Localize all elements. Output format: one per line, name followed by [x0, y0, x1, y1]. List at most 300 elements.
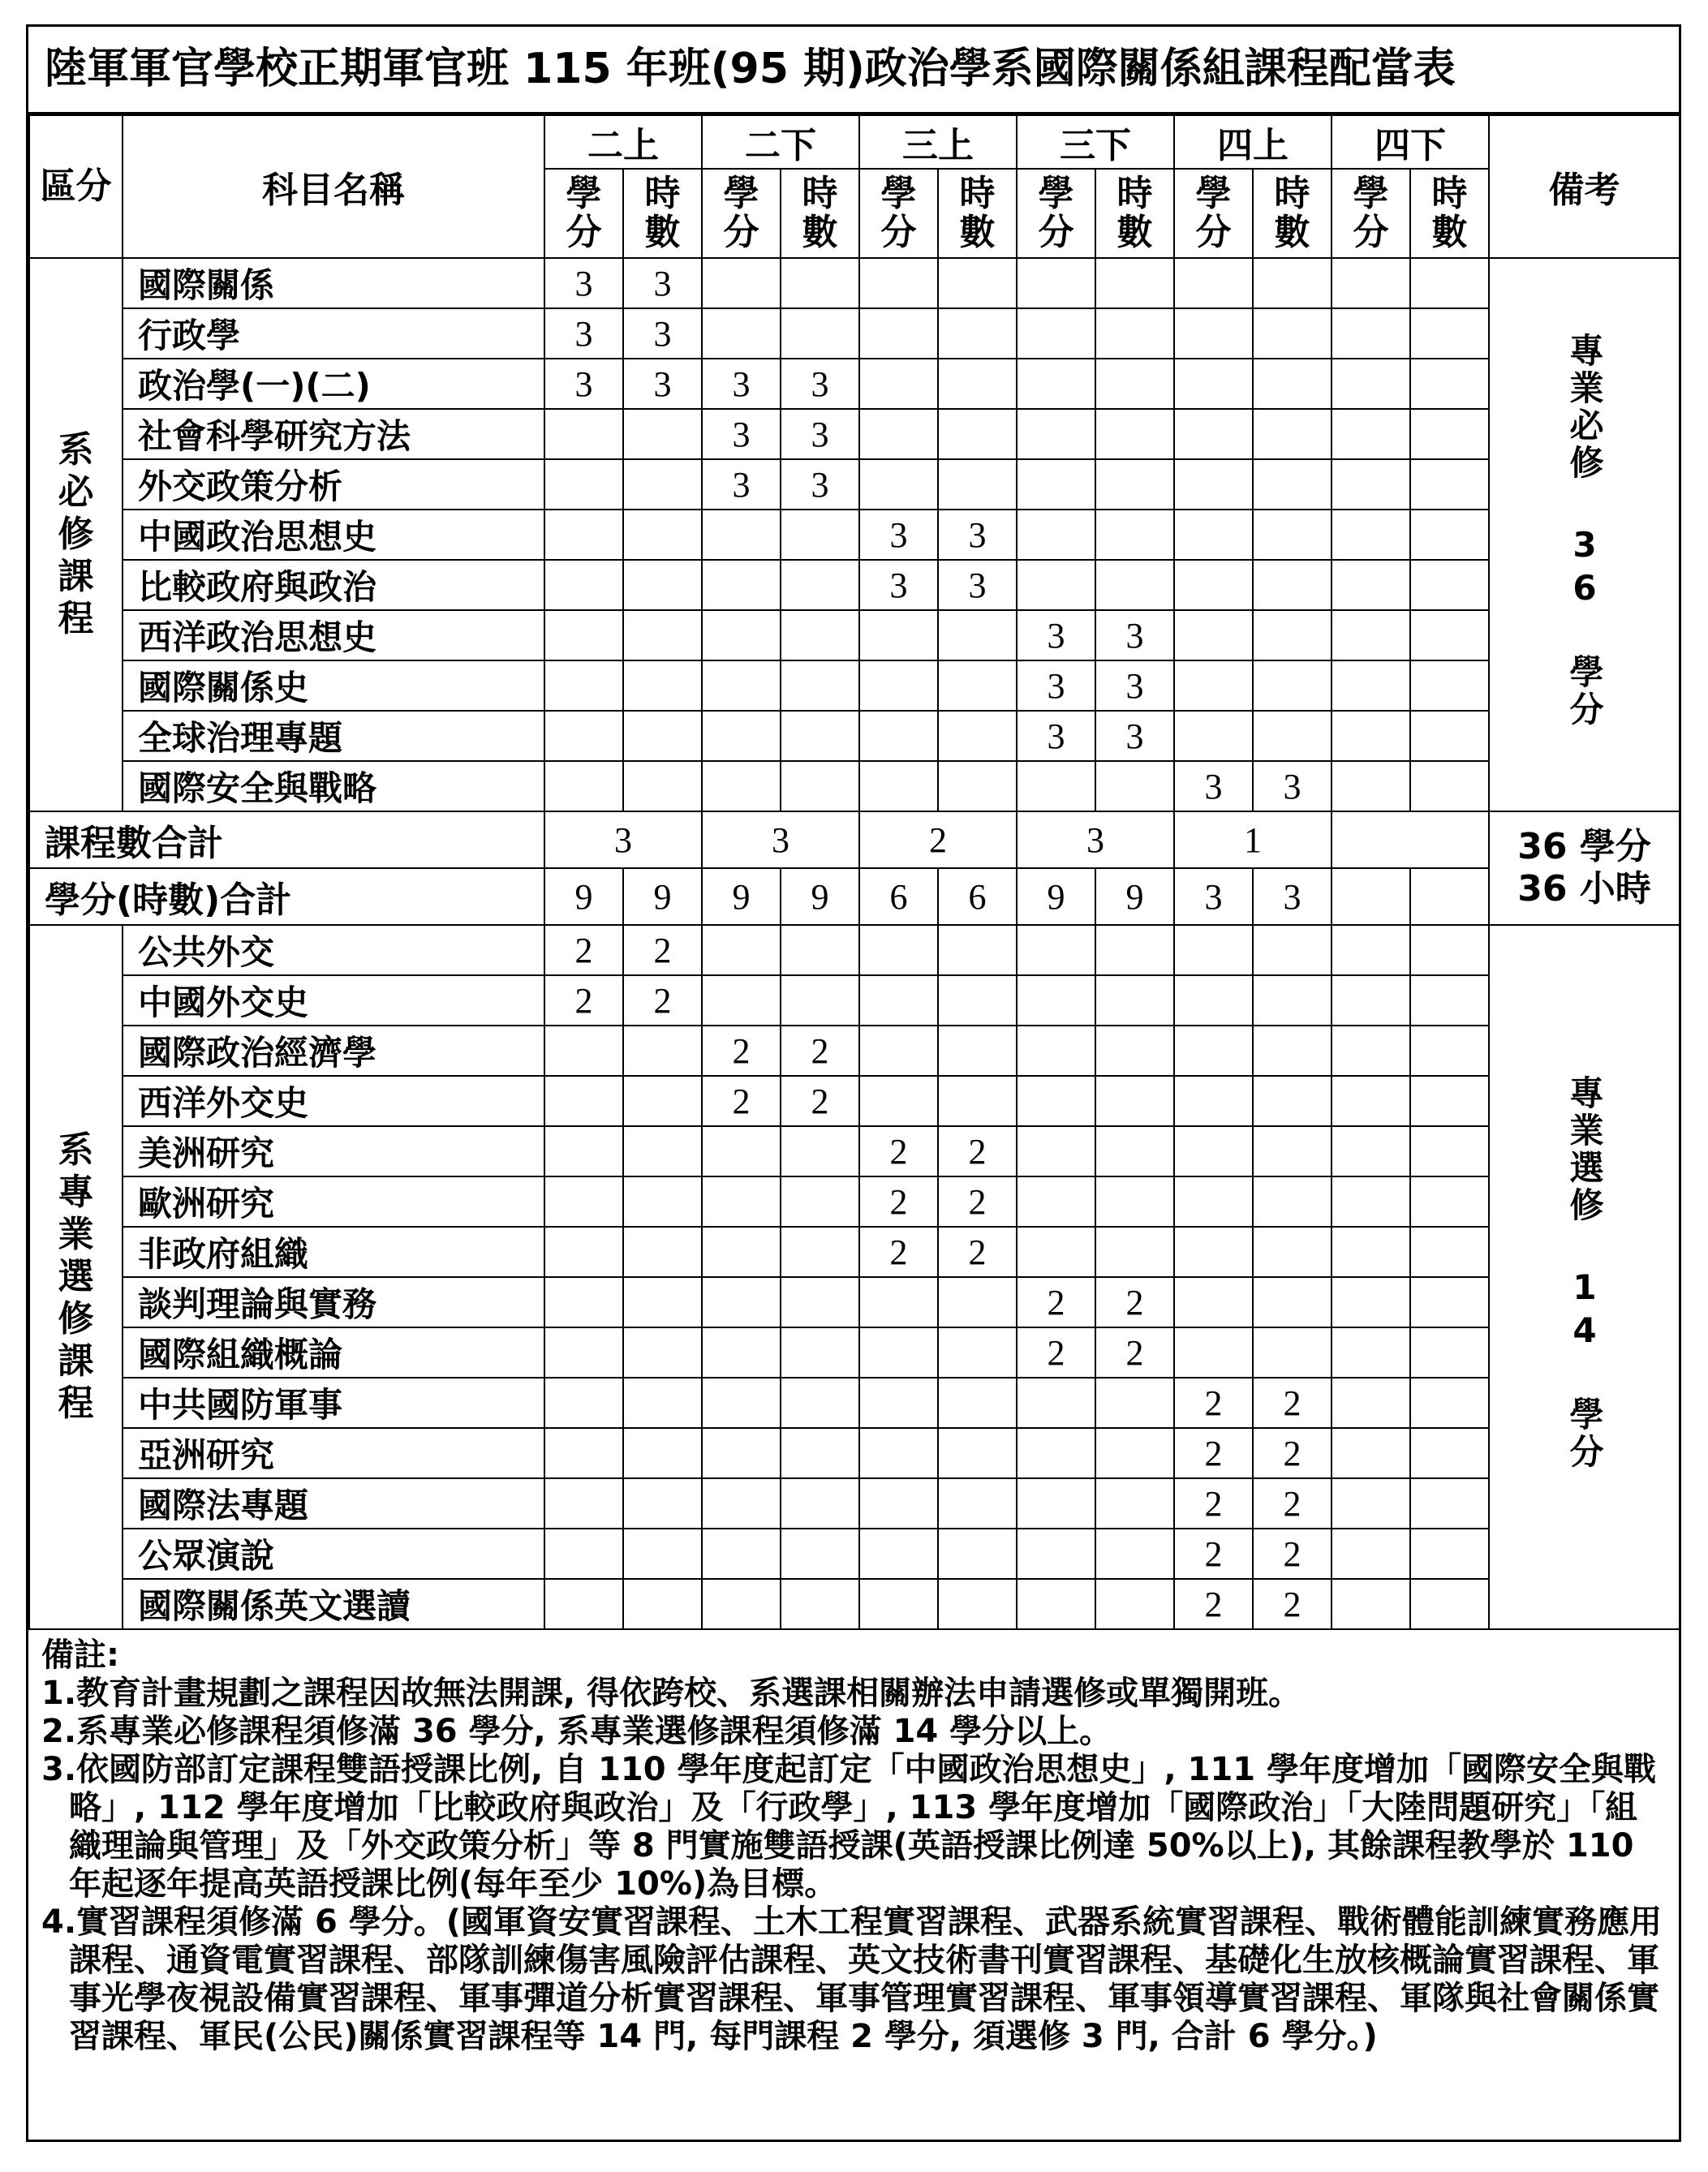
hours-cell: 2 [623, 975, 702, 1026]
credit-cell [544, 1327, 623, 1378]
course-name: 西洋政治思想史 [123, 610, 544, 660]
hours-cell [938, 660, 1017, 711]
division-header: 區分 [29, 115, 123, 258]
note-item: 2.系專業必修課程須修滿 36 學分, 系專業選修課程須修滿 14 學分以上。 [41, 1713, 1112, 1750]
hours-cell [623, 1076, 702, 1126]
credit-subheader: 學分 [544, 169, 623, 258]
hours-cell [1410, 1327, 1489, 1378]
credit-cell [1017, 925, 1095, 975]
hours-cell [1410, 560, 1489, 610]
credit-cell [1332, 560, 1410, 610]
course-count-cell: 1 [1174, 811, 1332, 868]
hours-cell: 3 [1095, 711, 1174, 761]
credit-cell [859, 1277, 938, 1327]
hours-cell [623, 1378, 702, 1428]
hours-cell [1410, 510, 1489, 560]
hours-cell [1253, 610, 1332, 660]
credit-cell [859, 761, 938, 811]
credit-cell: 2 [702, 1026, 781, 1076]
credit-cell [1174, 510, 1253, 560]
credit-cell [702, 1227, 781, 1277]
credit-cell [544, 1176, 623, 1227]
hours-cell [1253, 1227, 1332, 1277]
credit-cell [1332, 308, 1410, 359]
hours-cell [1410, 409, 1489, 459]
course-row [29, 1378, 1680, 1428]
hours-cell [1095, 975, 1174, 1026]
hours-cell [1095, 459, 1174, 510]
hours-cell: 2 [938, 1227, 1017, 1277]
credit-cell [1174, 660, 1253, 711]
credit-cell [544, 1478, 623, 1529]
course-name: 公眾演說 [123, 1529, 544, 1579]
course-row [29, 510, 1680, 560]
credit-total-cell: 3 [1174, 868, 1253, 925]
hours-cell [781, 1227, 859, 1277]
credit-cell [1017, 409, 1095, 459]
hours-cell: 3 [1253, 761, 1332, 811]
credit-cell [1017, 975, 1095, 1026]
hours-subheader: 時數 [1410, 169, 1489, 258]
notes-title: 備註: [41, 1637, 119, 1674]
credit-cell [1174, 975, 1253, 1026]
course-name: 亞洲研究 [123, 1428, 544, 1478]
hours-cell [1095, 925, 1174, 975]
hours-cell: 2 [1095, 1327, 1174, 1378]
credit-cell: 2 [1174, 1478, 1253, 1529]
hours-cell [623, 660, 702, 711]
total-credits: 36 學分 [1517, 826, 1651, 867]
hours-cell [938, 459, 1017, 510]
hours-cell [1410, 1277, 1489, 1327]
hours-cell [1410, 1227, 1489, 1277]
credit-cell [1017, 258, 1095, 308]
course-row [29, 1076, 1680, 1126]
credit-total-cell: 9 [702, 868, 781, 925]
credit-cell [1332, 1176, 1410, 1227]
hours-cell [938, 1428, 1017, 1478]
credit-cell [544, 1227, 623, 1277]
credit-cell [1332, 711, 1410, 761]
hours-cell [1253, 975, 1332, 1026]
credit-cell [1174, 925, 1253, 975]
credit-cell [1332, 1227, 1410, 1277]
elective-remark-text: 專業選修 14 學分 [1564, 1074, 1605, 1471]
hours-cell: 2 [781, 1076, 859, 1126]
course-name: 西洋外交史 [123, 1076, 544, 1126]
course-row [29, 1227, 1680, 1277]
hours-cell [1253, 1176, 1332, 1227]
hours-total-cell: 6 [938, 868, 1017, 925]
course-name: 國際安全與戰略 [123, 761, 544, 811]
course-name: 中共國防軍事 [123, 1378, 544, 1428]
hours-cell [938, 1529, 1017, 1579]
credit-cell [1017, 1026, 1095, 1076]
course-count-cell: 3 [702, 811, 859, 868]
credit-cell: 2 [1174, 1428, 1253, 1478]
credit-cell [1174, 1126, 1253, 1176]
hours-cell [1095, 1378, 1174, 1428]
hours-cell [1095, 258, 1174, 308]
hours-cell: 3 [781, 409, 859, 459]
credit-subheader: 學分 [702, 169, 781, 258]
credit-cell [702, 925, 781, 975]
credit-cell [859, 1579, 938, 1629]
credit-cell [1017, 308, 1095, 359]
hours-cell [781, 925, 859, 975]
credit-cell [1017, 1529, 1095, 1579]
hours-cell [938, 359, 1017, 409]
note-item: 1.教育計畫規劃之課程因故無法開課, 得依跨校、系選課相關辦法申請選修或單獨開班。 [41, 1675, 1301, 1712]
credit-cell [544, 1026, 623, 1076]
course-row [29, 660, 1680, 711]
credit-cell [859, 1478, 938, 1529]
hours-subheader: 時數 [1253, 169, 1332, 258]
course-name: 社會科學研究方法 [123, 409, 544, 459]
hours-cell [1410, 925, 1489, 975]
hours-cell [781, 1478, 859, 1529]
hours-cell [1410, 459, 1489, 510]
credit-cell [1017, 1076, 1095, 1126]
credit-cell [1332, 409, 1410, 459]
hours-total-cell: 9 [781, 868, 859, 925]
hours-cell [1410, 1126, 1489, 1176]
course-row [29, 925, 1680, 975]
course-name-header: 科目名稱 [123, 115, 544, 258]
credit-total-cell: 6 [859, 868, 938, 925]
credit-cell [702, 1478, 781, 1529]
hours-cell [623, 1529, 702, 1579]
credit-cell [702, 975, 781, 1026]
credit-cell [702, 1428, 781, 1478]
credit-cell [1174, 1176, 1253, 1227]
hours-cell [623, 409, 702, 459]
hours-cell [938, 308, 1017, 359]
credit-cell [1332, 359, 1410, 409]
hours-cell [623, 1428, 702, 1478]
hours-cell: 2 [781, 1026, 859, 1076]
hours-cell [623, 1126, 702, 1176]
credit-cell [702, 1529, 781, 1579]
credit-cell [859, 925, 938, 975]
course-row [29, 459, 1680, 510]
hours-subheader: 時數 [1095, 169, 1174, 258]
hours-cell [1095, 1176, 1174, 1227]
hours-cell [623, 1026, 702, 1076]
hours-cell [938, 1327, 1017, 1378]
hours-cell [1095, 409, 1174, 459]
credit-cell [1174, 711, 1253, 761]
hours-cell [1410, 1478, 1489, 1529]
hours-cell [938, 1478, 1017, 1529]
hours-cell [938, 1378, 1017, 1428]
credit-cell [1332, 1579, 1410, 1629]
course-row [29, 258, 1680, 308]
hours-cell [1410, 1579, 1489, 1629]
credit-cell: 2 [859, 1176, 938, 1227]
hours-cell: 2 [1095, 1277, 1174, 1327]
hours-cell [1253, 510, 1332, 560]
course-name: 歐洲研究 [123, 1176, 544, 1227]
hours-cell [938, 1076, 1017, 1126]
credit-cell [544, 660, 623, 711]
totals-cell [1489, 811, 1680, 925]
credit-cell [544, 711, 623, 761]
course-count-cell [1332, 811, 1489, 868]
hours-cell [623, 1227, 702, 1277]
credit-total-cell: 9 [544, 868, 623, 925]
hours-cell [1095, 359, 1174, 409]
credit-cell [1017, 1579, 1095, 1629]
course-row [29, 975, 1680, 1026]
credit-cell [859, 1026, 938, 1076]
credit-cell [1174, 1227, 1253, 1277]
credit-cell [1017, 560, 1095, 610]
credit-cell [1332, 510, 1410, 560]
hours-cell: 3 [938, 510, 1017, 560]
required-section-label: 系必修課程 [29, 258, 123, 811]
course-name: 政治學(一)(二) [123, 359, 544, 409]
credit-cell [544, 1126, 623, 1176]
required-remark [1489, 258, 1680, 811]
credit-cell: 3 [1017, 660, 1095, 711]
credit-cell [544, 1378, 623, 1428]
hours-cell: 2 [1253, 1579, 1332, 1629]
credit-cell: 2 [1174, 1579, 1253, 1629]
course-count-label: 課程數合計 [29, 811, 544, 868]
credit-cell [859, 308, 938, 359]
hours-cell [781, 1529, 859, 1579]
hours-cell [623, 459, 702, 510]
hours-total-cell: 9 [623, 868, 702, 925]
hours-cell [781, 1126, 859, 1176]
hours-cell [1410, 610, 1489, 660]
credit-cell [1332, 1478, 1410, 1529]
course-name: 中國政治思想史 [123, 510, 544, 560]
hours-cell: 3 [623, 258, 702, 308]
hours-cell [1410, 258, 1489, 308]
credit-cell [1332, 1026, 1410, 1076]
credit-cell [544, 560, 623, 610]
hours-cell [781, 1378, 859, 1428]
hours-cell [1095, 1529, 1174, 1579]
hours-cell [938, 711, 1017, 761]
credit-cell [544, 610, 623, 660]
course-row [29, 1478, 1680, 1529]
credit-cell [1332, 761, 1410, 811]
hours-cell [1253, 308, 1332, 359]
hours-cell [623, 510, 702, 560]
hours-cell [938, 1277, 1017, 1327]
credit-cell [859, 660, 938, 711]
hours-cell [781, 1579, 859, 1629]
credit-cell: 2 [859, 1227, 938, 1277]
credit-cell [1017, 359, 1095, 409]
hours-cell: 3 [781, 459, 859, 510]
credit-cell: 3 [544, 308, 623, 359]
course-name: 中國外交史 [123, 975, 544, 1026]
hours-cell [1095, 1227, 1174, 1277]
hours-cell [781, 660, 859, 711]
course-row [29, 1026, 1680, 1076]
credit-cell [702, 1378, 781, 1428]
hours-cell [1253, 1327, 1332, 1378]
hours-cell [1410, 711, 1489, 761]
course-row [29, 359, 1680, 409]
credit-cell [544, 761, 623, 811]
course-name: 國際政治經濟學 [123, 1026, 544, 1076]
credit-cell [1017, 1227, 1095, 1277]
hours-cell [623, 761, 702, 811]
hours-cell [781, 610, 859, 660]
curriculum-document [26, 24, 1681, 2142]
credit-cell [1174, 308, 1253, 359]
credit-cell: 3 [544, 359, 623, 409]
credit-cell [859, 1428, 938, 1478]
hours-cell [781, 308, 859, 359]
course-count-cell: 2 [859, 811, 1017, 868]
hours-cell [1253, 1277, 1332, 1327]
credit-cell [544, 1277, 623, 1327]
semester-header: 二下 [702, 115, 859, 169]
credit-cell [1332, 258, 1410, 308]
hours-cell [1410, 1378, 1489, 1428]
course-name: 國際法專題 [123, 1478, 544, 1529]
credit-cell [702, 1126, 781, 1176]
hours-cell: 3 [781, 359, 859, 409]
credit-cell: 3 [859, 560, 938, 610]
hours-cell [1253, 1126, 1332, 1176]
course-row [29, 610, 1680, 660]
hours-cell [938, 1026, 1017, 1076]
credit-cell [859, 1076, 938, 1126]
hours-cell [1095, 308, 1174, 359]
hours-subheader: 時數 [623, 169, 702, 258]
course-row [29, 308, 1680, 359]
hours-cell: 3 [1095, 610, 1174, 660]
credit-cell [859, 711, 938, 761]
hours-cell [623, 1478, 702, 1529]
hours-cell [781, 560, 859, 610]
hours-cell [1095, 560, 1174, 610]
semester-header: 四上 [1174, 115, 1332, 169]
course-row [29, 560, 1680, 610]
course-row [29, 1277, 1680, 1327]
hours-cell: 2 [1253, 1378, 1332, 1428]
credit-cell [1174, 560, 1253, 610]
hours-cell [1253, 409, 1332, 459]
hours-cell [781, 1327, 859, 1378]
credit-cell [702, 510, 781, 560]
credit-cell: 2 [1174, 1529, 1253, 1579]
hours-cell [1253, 711, 1332, 761]
hours-cell [938, 409, 1017, 459]
remarks-header: 備考 [1489, 115, 1680, 258]
credit-cell [1332, 1327, 1410, 1378]
credit-cell [1174, 1327, 1253, 1378]
hours-cell [1410, 1076, 1489, 1126]
hours-cell [1410, 660, 1489, 711]
hours-cell [781, 711, 859, 761]
credit-cell [1332, 459, 1410, 510]
credit-cell [544, 1428, 623, 1478]
hours-total-cell: 3 [1253, 868, 1332, 925]
course-row [29, 761, 1680, 811]
hours-cell [938, 975, 1017, 1026]
credit-cell [702, 1327, 781, 1378]
course-name: 國際組織概論 [123, 1327, 544, 1378]
total-hours: 36 小時 [1517, 868, 1651, 910]
hours-cell [781, 258, 859, 308]
credit-cell [1017, 1126, 1095, 1176]
course-name: 外交政策分析 [123, 459, 544, 510]
credit-cell [1017, 1428, 1095, 1478]
hours-cell [623, 1277, 702, 1327]
credit-cell [1332, 610, 1410, 660]
hours-cell [938, 761, 1017, 811]
hours-subheader: 時數 [938, 169, 1017, 258]
semester-header: 二上 [544, 115, 702, 169]
curriculum-table [28, 114, 1680, 1630]
credit-cell [702, 258, 781, 308]
credit-cell: 2 [859, 1126, 938, 1176]
course-name: 國際關係英文選讀 [123, 1579, 544, 1629]
credit-cell [1332, 925, 1410, 975]
credit-cell [1332, 1378, 1410, 1428]
credit-cell [859, 610, 938, 660]
course-count-row [29, 811, 1680, 868]
credit-cell: 3 [702, 359, 781, 409]
hours-cell [781, 761, 859, 811]
credit-cell: 3 [1174, 761, 1253, 811]
hours-cell [1095, 761, 1174, 811]
hours-cell [1410, 761, 1489, 811]
credit-cell [1174, 359, 1253, 409]
credit-cell: 2 [702, 1076, 781, 1126]
hours-cell [1253, 1076, 1332, 1126]
credit-cell [702, 610, 781, 660]
credit-cell: 2 [1017, 1327, 1095, 1378]
credit-cell [1017, 1176, 1095, 1227]
hours-cell [1253, 459, 1332, 510]
hours-cell: 2 [1253, 1478, 1332, 1529]
credit-cell [544, 1076, 623, 1126]
credit-cell [1332, 1126, 1410, 1176]
hours-cell: 2 [938, 1176, 1017, 1227]
credit-cell [702, 761, 781, 811]
course-name: 談判理論與實務 [123, 1277, 544, 1327]
credit-cell [859, 1327, 938, 1378]
credit-cell [702, 1277, 781, 1327]
credit-cell [1332, 1428, 1410, 1478]
course-name: 美洲研究 [123, 1126, 544, 1176]
hours-cell [1253, 359, 1332, 409]
credit-cell [859, 258, 938, 308]
credit-cell: 3 [544, 258, 623, 308]
credit-cell [1174, 1026, 1253, 1076]
hours-cell [1410, 1026, 1489, 1076]
course-name: 全球治理專題 [123, 711, 544, 761]
hours-cell: 2 [623, 925, 702, 975]
hours-cell [1095, 1478, 1174, 1529]
credit-cell [1017, 510, 1095, 560]
credit-cell: 3 [1017, 610, 1095, 660]
credit-cell [702, 560, 781, 610]
course-row [29, 1327, 1680, 1378]
hours-cell [938, 610, 1017, 660]
credit-cell [1017, 459, 1095, 510]
hours-cell [781, 510, 859, 560]
